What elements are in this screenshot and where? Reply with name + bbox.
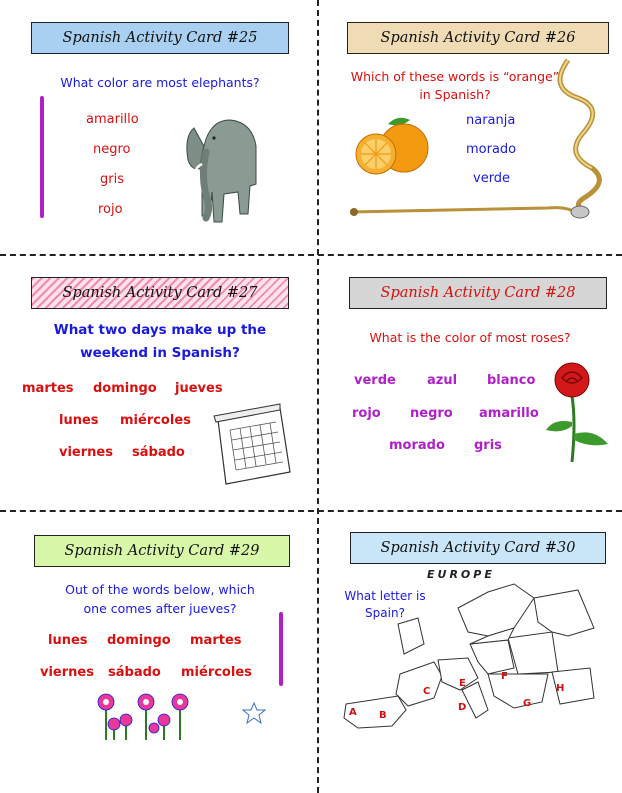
card-title: Spanish Activity Card #25: [31, 22, 289, 54]
question-line-1: What letter is: [344, 589, 426, 603]
question-line-1: What two days make up the: [53, 322, 267, 338]
answer-option[interactable]: domingo: [93, 381, 157, 396]
answer-option[interactable]: morado: [466, 142, 517, 157]
question-line-2: Spain?: [365, 606, 405, 620]
answer-option[interactable]: domingo: [107, 633, 171, 648]
map-label-b: B: [379, 710, 387, 721]
map-label-a: A: [349, 707, 357, 718]
card-title: Spanish Activity Card #27: [31, 277, 289, 309]
answer-option[interactable]: jueves: [175, 381, 223, 396]
map-title: EUROPE: [427, 568, 495, 581]
calendar-picture: [210, 402, 296, 486]
card-title: Spanish Activity Card #29: [34, 535, 290, 567]
answer-option[interactable]: miércoles: [120, 413, 191, 428]
elephant-picture: [180, 106, 260, 226]
map-label-d: D: [458, 702, 467, 713]
answer-option[interactable]: gris: [474, 438, 502, 453]
card-title: Spanish Activity Card #30: [350, 532, 606, 564]
answer-option[interactable]: azul: [427, 373, 458, 388]
map-label-g: G: [523, 698, 532, 709]
answer-option[interactable]: amarillo: [479, 406, 539, 421]
answer-option[interactable]: martes: [22, 381, 74, 396]
card-title: Spanish Activity Card #26: [347, 22, 609, 54]
answer-option[interactable]: rojo: [352, 406, 381, 421]
answer-option[interactable]: negro: [93, 142, 131, 157]
answer-option[interactable]: rojo: [98, 202, 123, 217]
accent-bar: [279, 612, 283, 686]
map-label-f: F: [501, 671, 508, 682]
star-icon: [242, 702, 266, 724]
answer-option[interactable]: morado: [389, 438, 445, 453]
question-line-2: one comes after jueves?: [83, 601, 237, 616]
answer-option[interactable]: viernes: [59, 445, 113, 460]
answer-option[interactable]: lunes: [59, 413, 99, 428]
vertical-cut-line: [317, 0, 319, 793]
orange-picture: [354, 114, 430, 178]
answer-option[interactable]: viernes: [40, 665, 94, 680]
answer-option[interactable]: verde: [473, 171, 511, 186]
answer-option[interactable]: blanco: [487, 373, 536, 388]
answer-option[interactable]: verde: [354, 373, 396, 388]
answer-option[interactable]: sábado: [108, 665, 161, 680]
answer-option[interactable]: negro: [410, 406, 453, 421]
horizontal-cut-line-1: [0, 254, 622, 256]
answer-option[interactable]: sábado: [132, 445, 185, 460]
map-label-e: E: [459, 678, 466, 689]
card-title: Spanish Activity Card #28: [349, 277, 607, 309]
answer-option[interactable]: lunes: [48, 633, 88, 648]
question-line-1: Out of the words below, which: [65, 582, 255, 597]
question-line-1: Which of these words is “orange”: [350, 69, 560, 84]
answer-option[interactable]: naranja: [466, 113, 516, 128]
map-label-h: H: [556, 683, 565, 694]
map-label-c: C: [423, 686, 431, 697]
flowers-picture: [94, 690, 196, 742]
question-text: What color are most elephants?: [60, 75, 260, 90]
accent-bar: [40, 96, 44, 218]
question-text: What is the color of most roses?: [369, 330, 571, 345]
answer-option[interactable]: martes: [190, 633, 242, 648]
answer-option[interactable]: gris: [100, 172, 124, 187]
rose-picture: [542, 362, 612, 464]
answer-option[interactable]: amarillo: [86, 112, 139, 127]
horizontal-cut-line-2: [0, 510, 622, 512]
question-line-2: weekend in Spanish?: [80, 345, 240, 361]
question-line-2: in Spanish?: [419, 87, 491, 102]
answer-option[interactable]: miércoles: [181, 665, 252, 680]
